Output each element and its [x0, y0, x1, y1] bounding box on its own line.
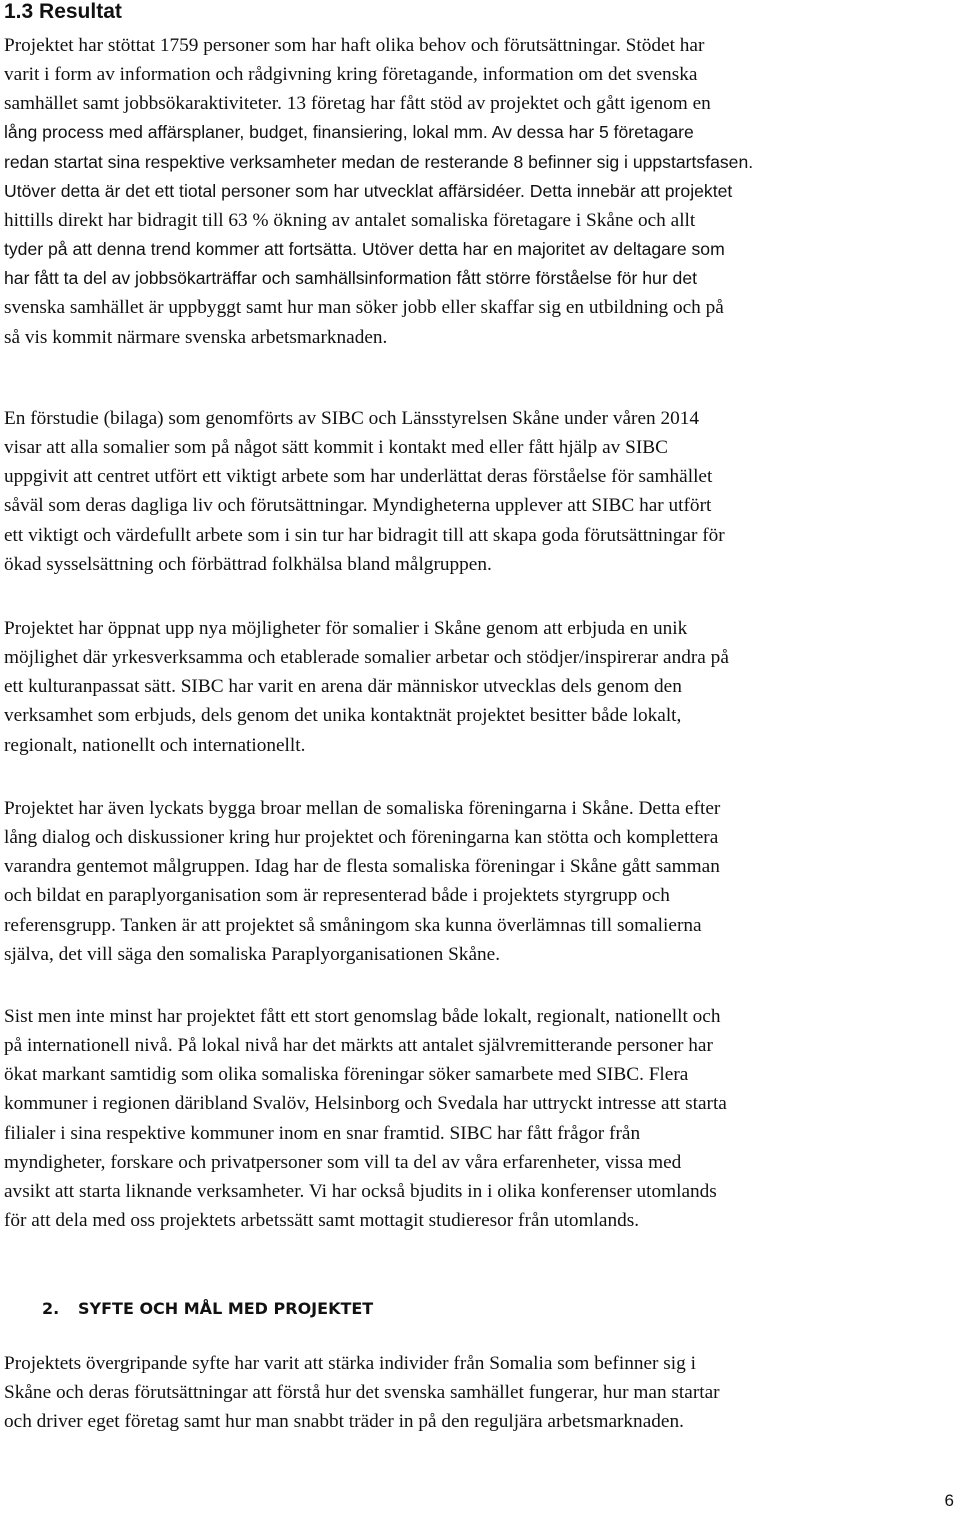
section-number: 2.: [42, 1299, 60, 1318]
page-number: 6: [944, 1491, 954, 1510]
paragraph-opportunities: [4, 614, 956, 760]
text-line: referensgrupp. Tanken är att projektet så småningom ska kunna överlämnas till somalierna: [4, 914, 702, 936]
text-line: visar att alla somalier som på något sätt kommit i kontakt med eller fått hjälp av SIBC: [4, 437, 668, 459]
text-line: Sist men inte minst har projektet fått ett stort genomslag både lokalt, regionalt, nationellt och: [4, 1006, 721, 1027]
text-line: verksamhet som erbjuds, dels genom det unika kontaktnät projektet besitter både lokalt,: [4, 705, 682, 727]
text-line: och bildat en paraplyorganisation som är representerad både i projektets styrgrupp och: [4, 885, 670, 907]
text-line: har fått ta del av jobbsökarträffar och samhällsinformation fått större förståelse för hur det: [4, 268, 698, 289]
text-line: lång process med affärsplaner, budget, finansiering, lokal mm. Av dessa har 5 företagare: [4, 122, 694, 143]
paragraph-results-summary: [4, 31, 956, 352]
text-line: redan startat sina respektive verksamheter medan de resterande 8 befinner sig i uppstartsfasen.: [4, 151, 754, 172]
section-heading-resultat: 1.3 Resultat: [4, 0, 122, 23]
text-line: Skåne och deras förutsättningar att förstå hur det svenska samhället fungerar, hur man startar: [4, 1382, 720, 1404]
text-line: ökat markant samtidig som olika somaliska föreningar söker samarbete med SIBC. Flera: [4, 1064, 689, 1086]
text-line: uppgivit att centret utfört ett viktigt arbete som har underlättat deras förståelse för samhället: [4, 466, 713, 488]
text-line: varandra gentemot målgruppen. Idag har de flesta somaliska föreningar i Skåne gått samman: [4, 856, 720, 878]
text-line: varit i form av information och rådgivning kring företagande, information om det svenska: [4, 64, 698, 86]
text-line: Projektets övergripande syfte har varit att stärka individer från Somalia som befinner sig i: [4, 1353, 696, 1374]
text-line: möjlighet där yrkesverksamma och etablerade somalier arbetar och stödjer/inspirerar andra på: [4, 647, 729, 669]
text-line: Projektet har öppnat upp nya möjligheter för somalier i Skåne genom att erbjuda en unik: [4, 618, 688, 639]
text-line: svenska samhället är uppbyggt samt hur man söker jobb eller skaffar sig en utbildning och på: [4, 297, 724, 319]
text-line: myndigheter, forskare och privatpersoner som vill ta del av våra erfarenheter, vissa med: [4, 1151, 682, 1173]
text-line: samhället samt jobbsökaraktiviteter. 13 företag har fått stöd av projektet och gått igenom en: [4, 93, 711, 115]
text-line: hittills direkt har bidragit till 63 % ökning av antalet somaliska företagare i Skåne och allt: [4, 209, 696, 231]
paragraph-impact: [4, 1002, 956, 1235]
text-line: avsikt att starta liknande verksamheter. Vi har också bjudits in i olika konferenser utomlands: [4, 1180, 717, 1202]
text-line: och driver eget företag samt hur man snabbt träder in på den reguljära arbetsmarknaden.: [4, 1411, 684, 1433]
paragraph-prestudy: [4, 404, 956, 579]
section-heading-purpose: [42, 1298, 373, 1320]
section-title: SYFTE OCH MÅL MED PROJEKTET: [78, 1299, 374, 1318]
text-line: på internationell nivå. På lokal nivå har det märkts att antalet självremitterande personer har: [4, 1035, 713, 1057]
text-line: tyder på att denna trend kommer att fortsätta. Utöver detta har en majoritet av deltagare som: [4, 239, 725, 260]
text-line: själva, det vill säga den somaliska Paraplyorganisationen Skåne.: [4, 943, 501, 965]
text-line: Projektet har även lyckats bygga broar mellan de somaliska föreningarna i Skåne. Detta efter: [4, 798, 721, 819]
text-line: En förstudie (bilaga) som genomförts av SIBC och Länsstyrelsen Skåne under våren 2014: [4, 408, 700, 429]
text-line: Utöver detta är det ett tiotal personer som har utvecklat affärsidéer. Detta innebär att projektet: [4, 180, 733, 201]
text-line: kommuner i regionen däribland Svalöv, Helsinborg och Svedala har uttryckt intresse att starta: [4, 1093, 727, 1115]
paragraph-associations: [4, 794, 956, 969]
text-line: regionalt, nationellt och internationellt.: [4, 734, 306, 756]
text-line: lång dialog och diskussioner kring hur projektet och föreningarna kan stötta och komplettera: [4, 827, 719, 849]
text-line: ökad sysselsättning och förbättrad folkhälsa bland målgruppen.: [4, 553, 492, 575]
text-line: ett viktigt och värdefullt arbete som i sin tur har bidragit till att skapa goda förutsättningar för: [4, 524, 725, 546]
text-line: så vis kommit närmare svenska arbetsmarknaden.: [4, 326, 388, 348]
text-line: såväl som deras dagliga liv och förutsättningar. Myndigheterna upplever att SIBC har utfört: [4, 495, 712, 517]
text-line: för att dela med oss projektets arbetssätt samt mottagit studieresor från utomlands.: [4, 1210, 640, 1232]
text-line: ett kulturanpassat sätt. SIBC har varit en arena där människor utvecklas dels genom den: [4, 676, 682, 698]
text-line: Projektet har stöttat 1759 personer som har haft olika behov och förutsättningar. Stödet har: [4, 35, 705, 56]
text-line: filialer i sina respektive kommuner inom en snar framtid. SIBC har fått frågor från: [4, 1122, 641, 1144]
paragraph-purpose: [4, 1349, 956, 1436]
